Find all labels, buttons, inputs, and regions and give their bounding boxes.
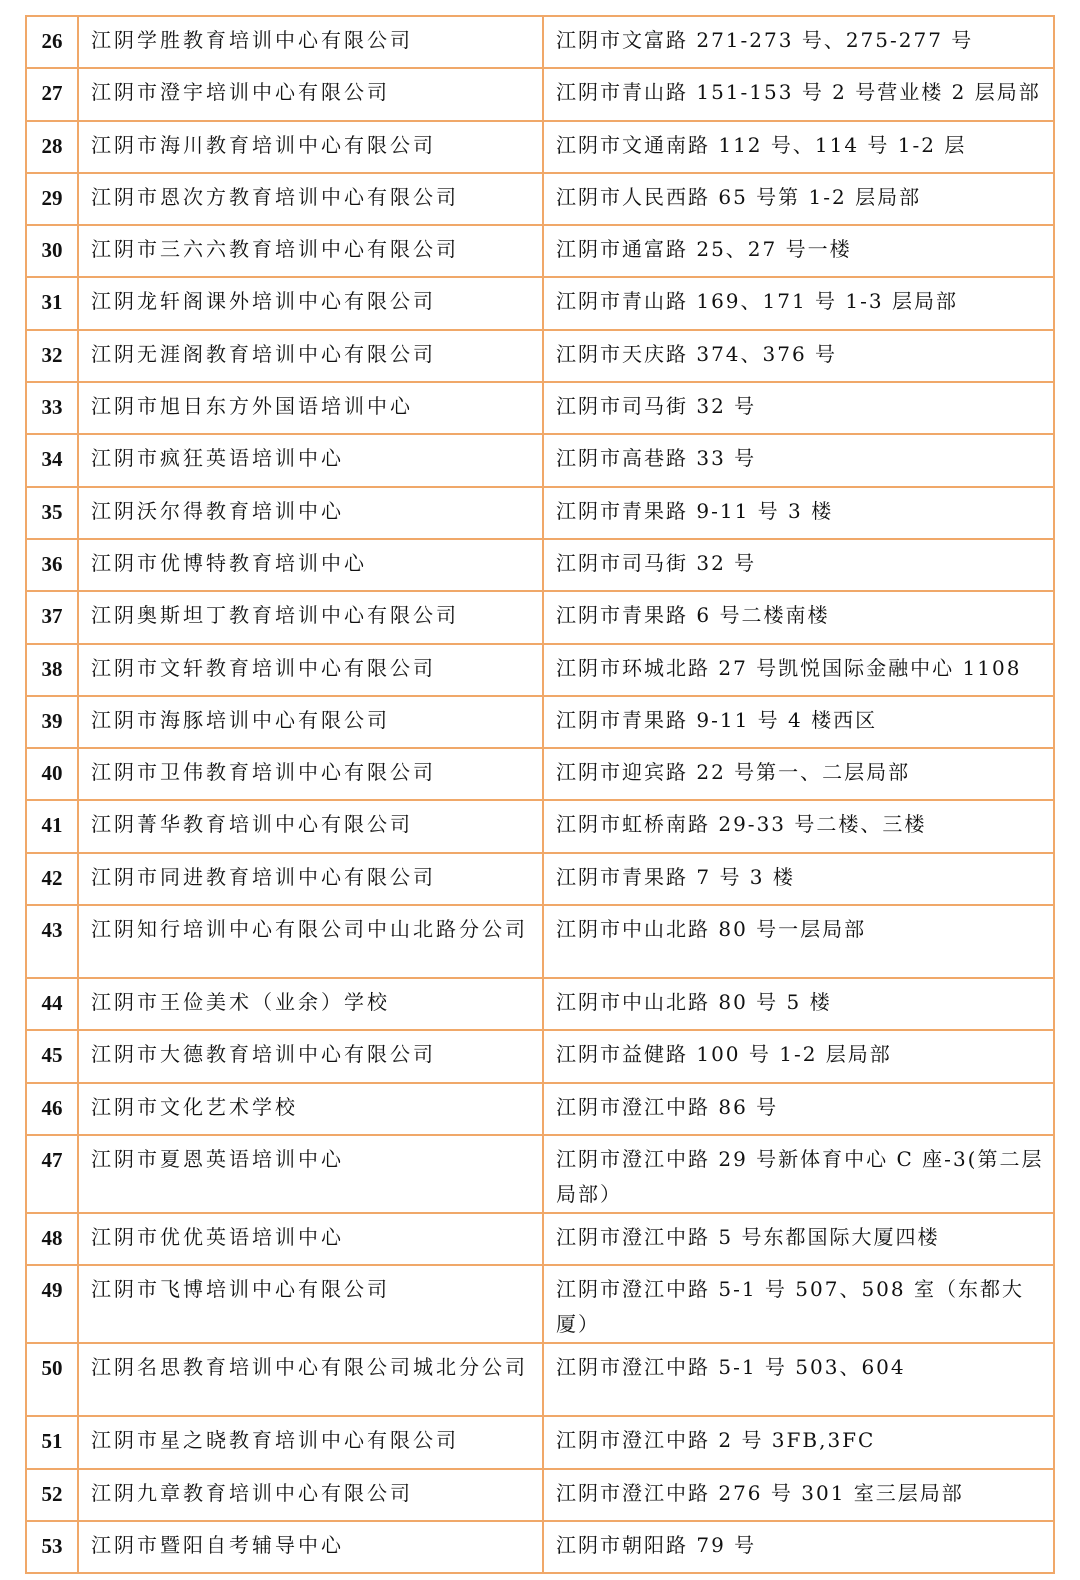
institution-name: 江阴市恩次方教育培训中心有限公司 xyxy=(78,173,543,225)
institution-address: 江阴市天庆路 374、376 号 xyxy=(543,330,1054,382)
row-number: 51 xyxy=(26,1416,78,1468)
table-row xyxy=(26,173,1054,225)
institution-address: 江阴市澄江中路 5-1 号 503、604 xyxy=(543,1343,1054,1416)
table-row xyxy=(26,1265,1054,1343)
row-number: 53 xyxy=(26,1521,78,1573)
institution-name: 江阴市文轩教育培训中心有限公司 xyxy=(78,644,543,696)
table-row xyxy=(26,277,1054,329)
institution-name: 江阴市大德教育培训中心有限公司 xyxy=(78,1030,543,1082)
institution-name: 江阴九章教育培训中心有限公司 xyxy=(78,1469,543,1521)
row-number: 47 xyxy=(26,1135,78,1213)
table-row xyxy=(26,1213,1054,1265)
row-number: 31 xyxy=(26,277,78,329)
row-number: 37 xyxy=(26,591,78,643)
institution-name: 江阴学胜教育培训中心有限公司 xyxy=(78,16,543,68)
training-institutions-table xyxy=(25,15,1055,1574)
institution-name: 江阴市旭日东方外国语培训中心 xyxy=(78,382,543,434)
institution-name: 江阴市王俭美术（业余）学校 xyxy=(78,978,543,1030)
table-row xyxy=(26,68,1054,120)
table-row xyxy=(26,382,1054,434)
institution-name: 江阴市疯狂英语培训中心 xyxy=(78,434,543,486)
row-number: 43 xyxy=(26,905,78,978)
institution-address: 江阴市青果路 6 号二楼南楼 xyxy=(543,591,1054,643)
table-row xyxy=(26,121,1054,173)
institution-name: 江阴龙轩阁课外培训中心有限公司 xyxy=(78,277,543,329)
table-row xyxy=(26,696,1054,748)
institution-address: 江阴市文通南路 112 号、114 号 1-2 层 xyxy=(543,121,1054,173)
institution-address: 江阴市澄江中路 2 号 3FB,3FC xyxy=(543,1416,1054,1468)
table-row xyxy=(26,1135,1054,1213)
institution-name: 江阴市星之晓教育培训中心有限公司 xyxy=(78,1416,543,1468)
institution-name: 江阴知行培训中心有限公司中山北路分公司 xyxy=(78,905,543,978)
table-row xyxy=(26,853,1054,905)
row-number: 28 xyxy=(26,121,78,173)
table-row xyxy=(26,434,1054,486)
institution-name: 江阴市三六六教育培训中心有限公司 xyxy=(78,225,543,277)
institution-address: 江阴市青果路 9-11 号 3 楼 xyxy=(543,487,1054,539)
table-row xyxy=(26,905,1054,978)
table-row xyxy=(26,1416,1054,1468)
institution-address: 江阴市高巷路 33 号 xyxy=(543,434,1054,486)
institution-address: 江阴市迎宾路 22 号第一、二层局部 xyxy=(543,748,1054,800)
table-row xyxy=(26,16,1054,68)
institution-name: 江阴菁华教育培训中心有限公司 xyxy=(78,800,543,852)
row-number: 40 xyxy=(26,748,78,800)
row-number: 42 xyxy=(26,853,78,905)
table-row xyxy=(26,539,1054,591)
institution-address: 江阴市通富路 25、27 号一楼 xyxy=(543,225,1054,277)
row-number: 34 xyxy=(26,434,78,486)
institution-address: 江阴市澄江中路 276 号 301 室三层局部 xyxy=(543,1469,1054,1521)
table-row xyxy=(26,1521,1054,1573)
institution-address: 江阴市虹桥南路 29-33 号二楼、三楼 xyxy=(543,800,1054,852)
table-row xyxy=(26,1083,1054,1135)
row-number: 30 xyxy=(26,225,78,277)
table-row xyxy=(26,800,1054,852)
institution-address: 江阴市中山北路 80 号一层局部 xyxy=(543,905,1054,978)
row-number: 41 xyxy=(26,800,78,852)
institution-name: 江阴市优优英语培训中心 xyxy=(78,1213,543,1265)
institution-address: 江阴市青山路 169、171 号 1-3 层局部 xyxy=(543,277,1054,329)
institution-address: 江阴市司马街 32 号 xyxy=(543,539,1054,591)
institution-name: 江阴沃尔得教育培训中心 xyxy=(78,487,543,539)
row-number: 50 xyxy=(26,1343,78,1416)
table-row xyxy=(26,487,1054,539)
institution-address: 江阴市中山北路 80 号 5 楼 xyxy=(543,978,1054,1030)
institution-name: 江阴市优博特教育培训中心 xyxy=(78,539,543,591)
institution-address: 江阴市澄江中路 5-1 号 507、508 室（东都大厦） xyxy=(543,1265,1054,1343)
row-number: 48 xyxy=(26,1213,78,1265)
institution-address: 江阴市朝阳路 79 号 xyxy=(543,1521,1054,1573)
institution-address: 江阴市文富路 271-273 号、275-277 号 xyxy=(543,16,1054,68)
row-number: 35 xyxy=(26,487,78,539)
row-number: 29 xyxy=(26,173,78,225)
institution-name: 江阴无涯阁教育培训中心有限公司 xyxy=(78,330,543,382)
institution-address: 江阴市人民西路 65 号第 1-2 层局部 xyxy=(543,173,1054,225)
row-number: 49 xyxy=(26,1265,78,1343)
row-number: 46 xyxy=(26,1083,78,1135)
institution-address: 江阴市澄江中路 5 号东都国际大厦四楼 xyxy=(543,1213,1054,1265)
institution-name: 江阴奥斯坦丁教育培训中心有限公司 xyxy=(78,591,543,643)
row-number: 32 xyxy=(26,330,78,382)
row-number: 44 xyxy=(26,978,78,1030)
institution-address: 江阴市青果路 9-11 号 4 楼西区 xyxy=(543,696,1054,748)
table-row xyxy=(26,1343,1054,1416)
row-number: 33 xyxy=(26,382,78,434)
table-body xyxy=(26,16,1054,1573)
row-number: 36 xyxy=(26,539,78,591)
table-row xyxy=(26,644,1054,696)
table-row xyxy=(26,591,1054,643)
row-number: 38 xyxy=(26,644,78,696)
table-row xyxy=(26,978,1054,1030)
institution-address: 江阴市青果路 7 号 3 楼 xyxy=(543,853,1054,905)
institution-name: 江阴市文化艺术学校 xyxy=(78,1083,543,1135)
institution-name: 江阴市夏恩英语培训中心 xyxy=(78,1135,543,1213)
institution-address: 江阴市澄江中路 29 号新体育中心 C 座-3(第二层局部） xyxy=(543,1135,1054,1213)
table-row xyxy=(26,330,1054,382)
institution-address: 江阴市澄江中路 86 号 xyxy=(543,1083,1054,1135)
institution-name: 江阴市飞博培训中心有限公司 xyxy=(78,1265,543,1343)
institution-name: 江阴市同进教育培训中心有限公司 xyxy=(78,853,543,905)
institution-address: 江阴市司马街 32 号 xyxy=(543,382,1054,434)
institution-name: 江阴市暨阳自考辅导中心 xyxy=(78,1521,543,1573)
institution-name: 江阴市卫伟教育培训中心有限公司 xyxy=(78,748,543,800)
table-row xyxy=(26,1030,1054,1082)
institution-address: 江阴市益健路 100 号 1-2 层局部 xyxy=(543,1030,1054,1082)
institution-address: 江阴市环城北路 27 号凯悦国际金融中心 1108 xyxy=(543,644,1054,696)
row-number: 26 xyxy=(26,16,78,68)
institution-name: 江阴市海豚培训中心有限公司 xyxy=(78,696,543,748)
row-number: 52 xyxy=(26,1469,78,1521)
institution-name: 江阴名思教育培训中心有限公司城北分公司 xyxy=(78,1343,543,1416)
institution-address: 江阴市青山路 151-153 号 2 号营业楼 2 层局部 xyxy=(543,68,1054,120)
institution-name: 江阴市澄宇培训中心有限公司 xyxy=(78,68,543,120)
row-number: 45 xyxy=(26,1030,78,1082)
table-row xyxy=(26,225,1054,277)
row-number: 27 xyxy=(26,68,78,120)
row-number: 39 xyxy=(26,696,78,748)
table-row xyxy=(26,1469,1054,1521)
institution-name: 江阴市海川教育培训中心有限公司 xyxy=(78,121,543,173)
table-row xyxy=(26,748,1054,800)
